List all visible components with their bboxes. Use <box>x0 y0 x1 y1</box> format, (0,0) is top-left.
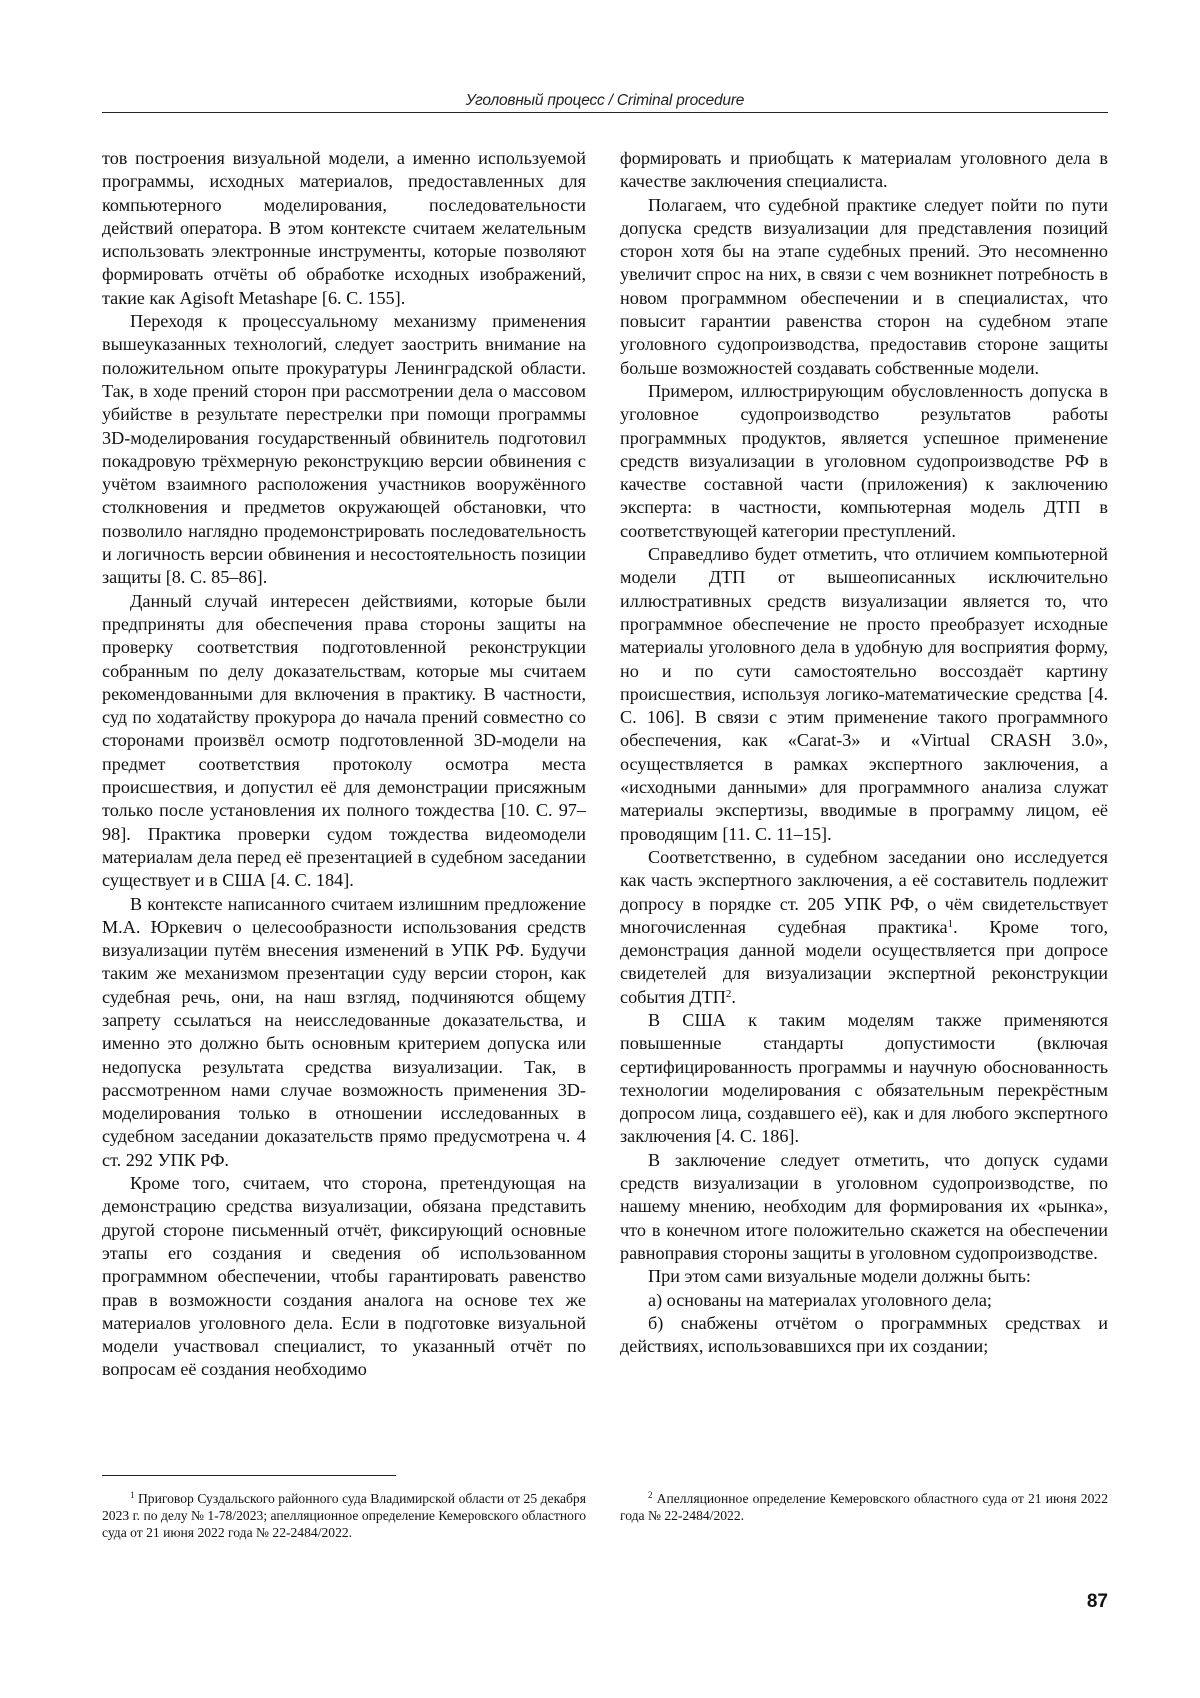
paragraph: Примером, иллюстрирующим обусловленность допуска в уголовное судопроизводство результатов работы программных продуктов, является успешное применение средств визуализации в уголовном судопроизводстве РФ в качестве составной части (приложения) к заключению эксперта: в частности, компьютерная модель ДТП в соответствующей категории преступлений. <box>620 380 1108 543</box>
footnote-ref-2[interactable]: 2 <box>726 988 732 1000</box>
paragraph: В заключение следует отметить, что допуск судами средств визуализации в уголовном судопроизводстве, по нашему мнению, необходим для формирования их «рынка», что в конечном итоге положительно скажется на обеспечении равноправия стороны защиты в уголовном судопроизводстве. <box>620 1149 1108 1265</box>
paragraph: Переходя к процессуальному механизму применения вышеуказанных технологий, следует заострить внимание на положительном опыте прокуратуры Ленинградской области. Так, в ходе прений сторон при рассмотрении дела о массовом убийстве в результате перестрелки при помощи программы 3D-моделирования государственный обвинитель подготовил покадровую трёхмерную реконструкцию версии обвинения с учётом взаимного расположения участников вооружённого столкновения и предметов окружающей обстановки, что позволило наглядно продемонстрировать последовательность и логичность версии обвинения и несостоятельность позиции защиты [8. С. 85–86]. <box>102 310 586 590</box>
page-number: 87 <box>1087 1591 1108 1613</box>
paragraph-text: . Кроме того, демонстрация данной модели осуществляется при допросе свидетелей для визуализации экспертной реконструкции события ДТП <box>620 917 1108 1007</box>
paragraph: При этом сами визуальные модели должны быть: <box>620 1265 1108 1288</box>
paragraph <box>620 846 1108 1009</box>
left-column <box>102 147 586 1382</box>
footnote-ref-1[interactable]: 1 <box>948 918 954 930</box>
footnote-text <box>620 1490 1108 1524</box>
paragraph: Полагаем, что судебной практике следует пойти по пути допуска средств визуализации для представления позиций сторон хотя бы на этапе судебных прений. Это несомненно увеличит спрос на них, в связи с чем возникнет потребность в новом программном обеспечении и в специалистах, что повысит гарантии равенства сторон на судебном этапе уголовного судопроизводства, предоставив стороне защиты больше возможностей создавать собственные модели. <box>620 194 1108 380</box>
paragraph: В контексте написанного считаем излишним предложение М.А. Юркевич о целесообразности использования средств визуализации путём внесения изменений в УПК РФ. Будучи таким же механизмом презентации суду версии сторон, как судебная речь, они, на наш взгляд, подчиняются общему запрету ссылаться на неисследованные доказательства, и именно это должно быть основным критерием допуска или недопуска результата средства визуализации. Так, в рассмотренном нами случае возможность применения 3D-моделирования только в отношении исследованных в судебном заседании доказательств прямо предусмотрена ч. 4 ст. 292 УПК РФ. <box>102 893 586 1173</box>
footnote-1 <box>102 1490 586 1542</box>
paragraph: В США к таким моделям также применяются повышенные стандарты допустимости (включая сертифицированность программы и научную обоснованность технологии моделирования с обязательным перекрёстным допросом лица, создавшего её), как и для любого экспертного заключения [4. С. 186]. <box>620 1009 1108 1149</box>
paragraph-text: Соответственно, в судебном заседании оно исследуется как часть экспертного заключения, а её составитель подлежит допросу в порядке ст. 205 УПК РФ, о чём свидетельствует многочисленная судебная практика <box>620 847 1108 937</box>
paragraph: Справедливо будет отметить, что отличием компьютерной модели ДТП от вышеописанных исключительно иллюстративных средств визуализации является то, что программное обеспечение не просто преобразует исходные материалы уголовного дела в удобную для восприятия форму, но и по сути самостоятельно воссоздаёт картину происшествия, используя логико-математические средства [4. С. 106]. В связи с этим применение такого программного обеспечения, как «Carat-3» и «Virtual CRASH 3.0», осуществляется в рамках экспертного заключения, а «исходными данными» для программного анализа служат материалы экспертизы, вводимые в программу лицом, её проводящим [11. С. 11–15]. <box>620 543 1108 846</box>
footnote-mark: 1 <box>130 1490 135 1500</box>
footnote-rule <box>102 1475 396 1476</box>
header-rule <box>102 112 1108 113</box>
list-item: б) снабжены отчётом о программных средствах и действиях, использовавшихся при их создании; <box>620 1312 1108 1359</box>
footnote-2 <box>620 1490 1108 1524</box>
footnote-text <box>102 1490 586 1542</box>
right-column <box>620 147 1108 1358</box>
running-header: Уголовный процесс / Criminal procedure <box>102 92 1108 110</box>
paragraph: Данный случай интересен действиями, которые были предприняты для обеспечения права стороны защиты на проверку соответствия подготовленной реконструкции собранным по делу доказательствам, которые мы считаем рекомендованными для включения в практику. В частности, суд по ходатайству прокурора до начала прений совместно со сторонами произвёл осмотр подготовленной 3D-модели на предмет соответствия протоколу осмотра места происшествия, и допустил её для демонстрации присяжным только после установления их полного тождества [10. С. 97–98]. Практика проверки судом тождества видеомодели материалам дела перед её презентацией в судебном заседании существует и в США [4. С. 184]. <box>102 590 586 893</box>
footnote-mark: 2 <box>648 1490 653 1500</box>
footnote-body: Приговор Суздальского районного суда Владимирской области от 25 декабря 2023 г. по делу № 1-78/2023; апелляционное определение Кемеровского областного суда от 21 июня 2022 года № 22-2484/2022. <box>102 1491 586 1540</box>
paragraph: тов построения визуальной модели, а именно используемой программы, исходных материалов, предоставленных для компьютерного моделирования, последовательности действий оператора. В этом контексте считаем желательным использовать электронные инструменты, которые позволяют формировать отчёты об обработке исходных изображений, такие как Agisoft Metashape [6. С. 155]. <box>102 147 586 310</box>
footnote-body: Апелляционное определение Кемеровского областного суда от 21 июня 2022 года № 22-2484/2022. <box>620 1491 1108 1523</box>
paragraph: Кроме того, считаем, что сторона, претендующая на демонстрацию средства визуализации, обязана представить другой стороне письменный отчёт, фиксирующий основные этапы его создания и сведения об использованном программном обеспечении, чтобы гарантировать равенство прав в возможности создания аналога на основе тех же материалов уголовного дела. Если в подготовке визуальной модели участвовал специалист, то указанный отчёт по вопросам её создания необходимо <box>102 1172 586 1382</box>
paragraph: формировать и приобщать к материалам уголовного дела в качестве заключения специалиста. <box>620 147 1108 194</box>
list-item: а) основаны на материалах уголовного дела; <box>620 1289 1108 1312</box>
paragraph-text: . <box>731 987 736 1007</box>
